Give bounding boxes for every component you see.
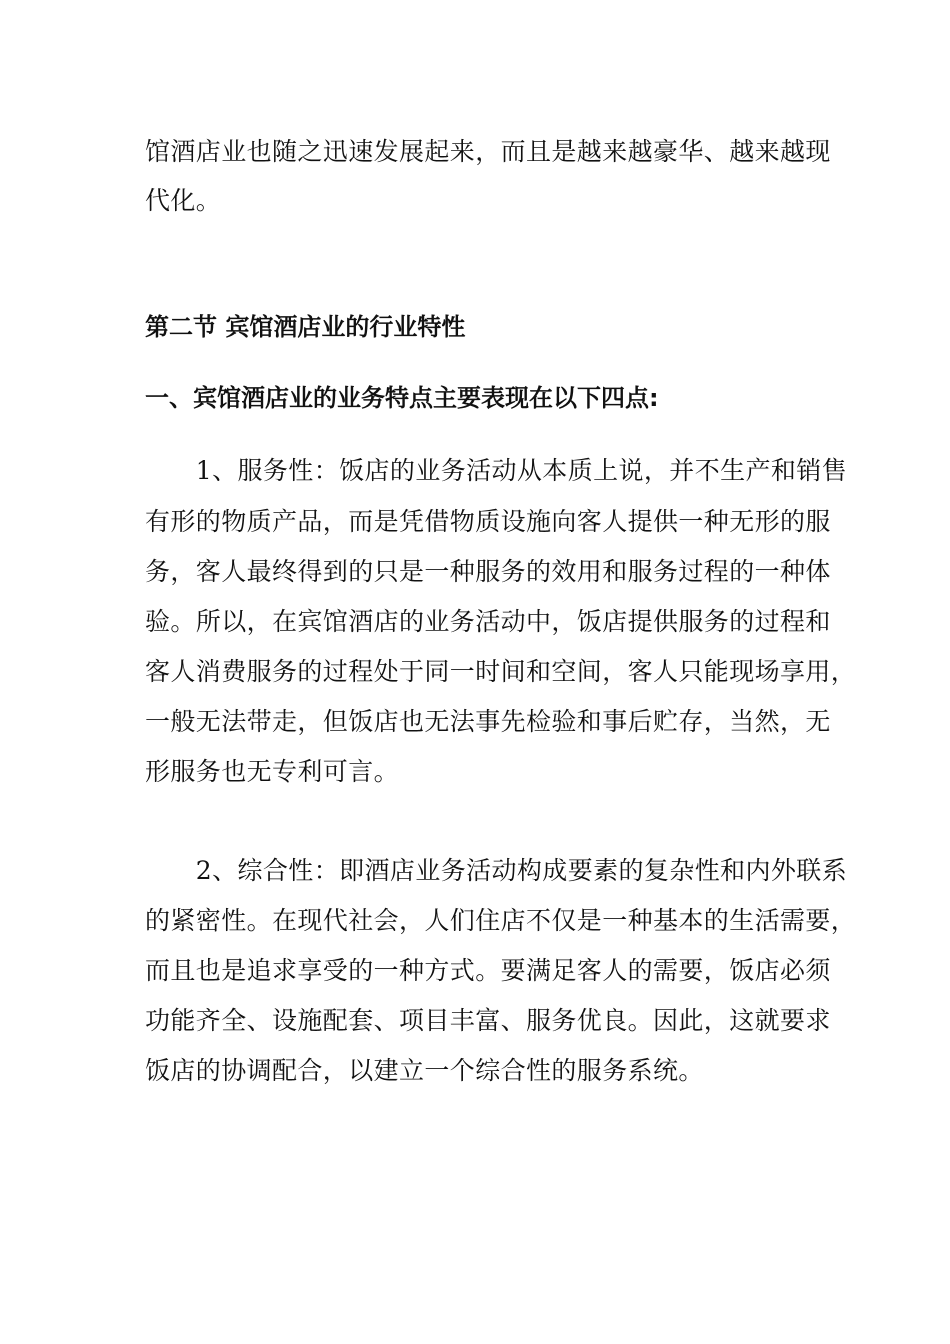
- point1-line-4: 验。所以，在宾馆酒店的业务活动中，饭店提供服务的过程和: [145, 607, 831, 636]
- point1-line-1: 1、服务性：饭店的业务活动从本质上说，并不生产和销售: [145, 456, 848, 485]
- point1-line-3: 务，客人最终得到的只是一种服务的效用和服务过程的一种体: [145, 557, 831, 586]
- intro-line-1: 馆酒店业也随之迅速发展起来，而且是越来越豪华、越来越现: [145, 137, 831, 166]
- point1-line-6: 一般无法带走，但饭店也无法事先检验和事后贮存，当然，无: [145, 707, 831, 736]
- point2-line-5: 饭店的协调配合，以建立一个综合性的服务系统。: [145, 1056, 704, 1085]
- point2-line-3: 而且也是追求享受的一种方式。要满足客人的需要，饭店必须: [145, 956, 831, 985]
- point1-line-7: 形服务也无专利可言。: [145, 757, 400, 786]
- point2-line-4: 功能齐全、设施配套、项目丰富、服务优良。因此，这就要求: [145, 1006, 831, 1035]
- intro-line-2: 代化。: [145, 186, 222, 215]
- point2-line-2: 的紧密性。在现代社会，人们住店不仅是一种基本的生活需要，: [145, 906, 857, 935]
- point1-line-5: 客人消费服务的过程处于同一时间和空间，客人只能现场享用，: [145, 657, 857, 686]
- section-title: 第二节 宾馆酒店业的行业特性: [145, 313, 466, 341]
- point2-line-1: 2、综合性：即酒店业务活动构成要素的复杂性和内外联系: [145, 856, 848, 885]
- point1-line-2: 有形的物质产品，而是凭借物质设施向客人提供一种无形的服: [145, 507, 831, 536]
- subsection-title: 一、宾馆酒店业的业务特点主要表现在以下四点:: [145, 384, 659, 412]
